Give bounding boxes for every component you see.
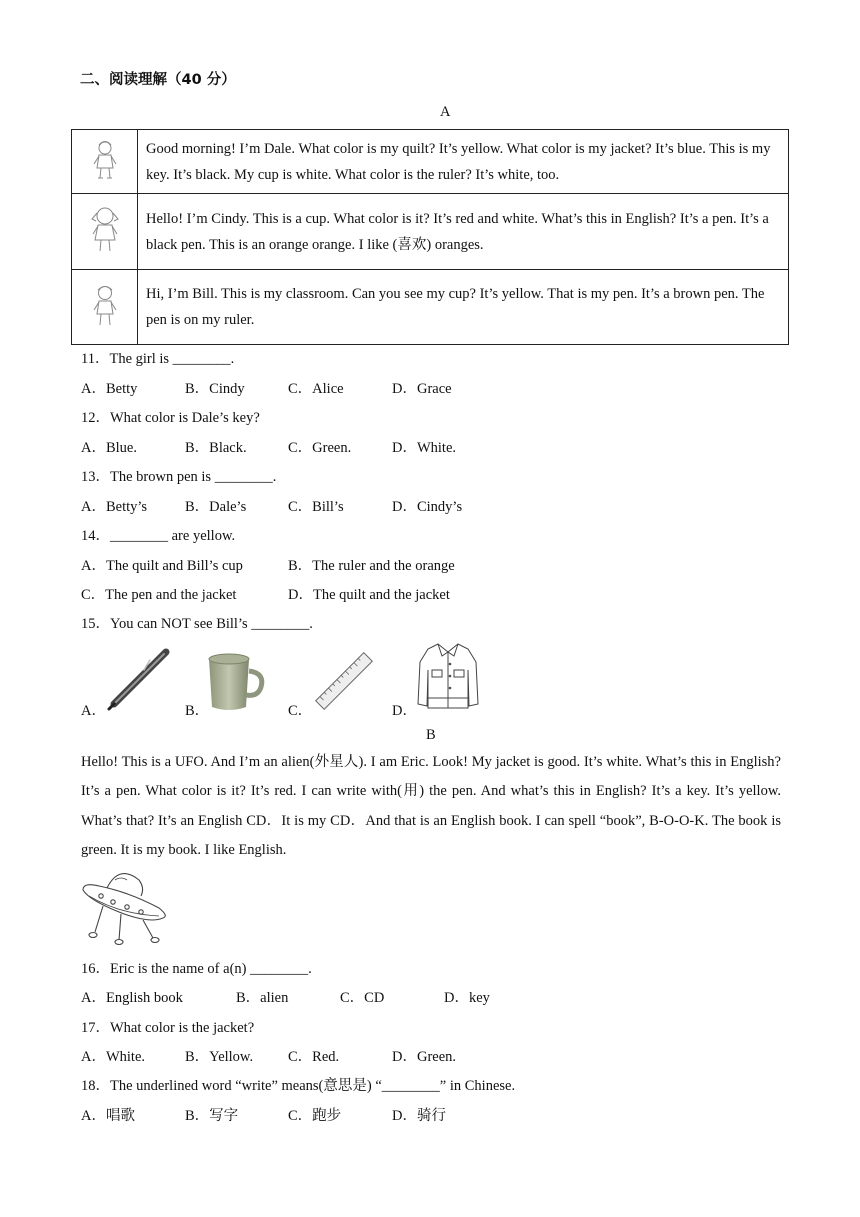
question-12-option-b[interactable]: B．Black. xyxy=(185,440,247,456)
question-15-option-b[interactable]: B． xyxy=(185,703,210,719)
question-13-option-a[interactable]: A．Betty’s xyxy=(81,499,148,515)
question-12-option-d[interactable]: D．White. xyxy=(392,440,457,456)
question-12-option-a[interactable]: A．Blue. xyxy=(81,440,137,456)
passage-a-table xyxy=(71,129,789,345)
question-13-option-c[interactable]: C．Bill’s xyxy=(288,499,344,515)
question-16-option-d[interactable]: D．key xyxy=(444,990,490,1006)
table-row xyxy=(72,270,789,345)
question-18-stem: 18．The underlined word “write” means(意思是) “________” in Chinese. xyxy=(81,1078,516,1094)
question-13-option-b[interactable]: B．Dale’s xyxy=(185,499,247,515)
dale-portrait-image xyxy=(72,130,138,194)
question-16-option-c[interactable]: C．CD xyxy=(340,990,385,1006)
question-14-option-b[interactable]: B．The ruler and the orange xyxy=(288,558,455,574)
question-17-option-a[interactable]: A．White. xyxy=(81,1049,146,1065)
question-15-option-a[interactable]: A． xyxy=(81,703,106,719)
question-11-stem: 11．The girl is ________. xyxy=(81,351,235,367)
part-a-label: A xyxy=(440,104,451,120)
boy-figure-icon xyxy=(90,280,120,330)
table-row xyxy=(72,130,789,194)
question-17-option-c[interactable]: C．Red. xyxy=(288,1049,340,1065)
question-16-option-a[interactable]: A．English book xyxy=(81,990,183,1006)
question-11-option-b[interactable]: B．Cindy xyxy=(185,381,245,397)
question-14-option-c[interactable]: C．The pen and the jacket xyxy=(81,587,237,603)
question-18-option-b[interactable]: B．写字 xyxy=(185,1108,239,1124)
bill-portrait-image xyxy=(72,270,138,345)
cindy-portrait-image xyxy=(72,194,138,270)
part-b-label: B xyxy=(426,727,436,743)
question-15-stem: 15．You can NOT see Bill’s ________. xyxy=(81,616,313,632)
table-row-text: Good morning! I’m Dale. What color is my quilt? It’s yellow. What color is my jacket? It’s blue. This is my key. It’s black. My cup is white. What color is the ruler? It’s white, too. xyxy=(138,130,789,194)
ufo-icon xyxy=(79,866,169,946)
pen-icon[interactable] xyxy=(104,648,172,714)
question-18-option-d[interactable]: D．骑行 xyxy=(392,1108,446,1124)
question-12-stem: 12．What color is Dale’s key? xyxy=(81,410,260,426)
question-14-option-d[interactable]: D．The quilt and the jacket xyxy=(288,587,450,603)
question-16-stem: 16．Eric is the name of a(n) ________. xyxy=(81,961,312,977)
question-14-option-a[interactable]: A．The quilt and Bill’s cup xyxy=(81,558,243,574)
question-11-option-d[interactable]: D．Grace xyxy=(392,381,452,397)
question-18-option-c[interactable]: C．跑步 xyxy=(288,1108,342,1124)
question-12-option-c[interactable]: C．Green. xyxy=(288,440,352,456)
table-row-text: Hi, I’m Bill. This is my classroom. Can you see my cup? It’s yellow. That is my pen. It’s a brown pen. The pen is on my ruler. xyxy=(138,270,789,345)
cup-icon[interactable] xyxy=(203,651,269,715)
table-row-text: Hello! I’m Cindy. This is a cup. What color is it? It’s red and white. What’s this in English? It’s a pen. It’s a black pen. This is an orange orange. I like (喜欢) oranges. xyxy=(138,194,789,270)
question-11-option-c[interactable]: C．Alice xyxy=(288,381,344,397)
question-15-option-d[interactable]: D． xyxy=(392,703,417,719)
girl-figure-icon xyxy=(88,203,122,255)
question-17-option-d[interactable]: D．Green. xyxy=(392,1049,457,1065)
table-row xyxy=(72,194,789,270)
question-18-option-a[interactable]: A．唱歌 xyxy=(81,1108,135,1124)
section-title: 二、阅读理解（40 分） xyxy=(80,72,236,88)
question-15-option-c[interactable]: C． xyxy=(288,703,313,719)
question-16-option-b[interactable]: B．alien xyxy=(236,990,289,1006)
boy-figure-icon xyxy=(90,136,120,182)
passage-b-text: Hello! This is a UFO. And I’m an alien(外星人). I am Eric. Look! My jacket is good. It’s white. What’s this in English? It’s a pen. What color is it? It’s red. I can write with(用) the pen. And what’s this in English? It’s a key. It’s yellow. What’s that? It’s an English CD．It is my CD．And that is an English book. I can spell “book”, B-O-O-K. The book is green. It is my book. I like English. xyxy=(81,754,781,859)
question-11-option-a[interactable]: A．Betty xyxy=(81,381,138,397)
question-17-option-b[interactable]: B．Yellow. xyxy=(185,1049,254,1065)
ruler-icon[interactable] xyxy=(312,648,376,714)
question-17-stem: 17．What color is the jacket? xyxy=(81,1020,255,1036)
question-13-option-d[interactable]: D．Cindy’s xyxy=(392,499,463,515)
question-14-stem: 14．________ are yellow. xyxy=(81,528,236,544)
jacket-icon[interactable] xyxy=(416,640,480,712)
question-13-stem: 13．The brown pen is ________. xyxy=(81,469,277,485)
